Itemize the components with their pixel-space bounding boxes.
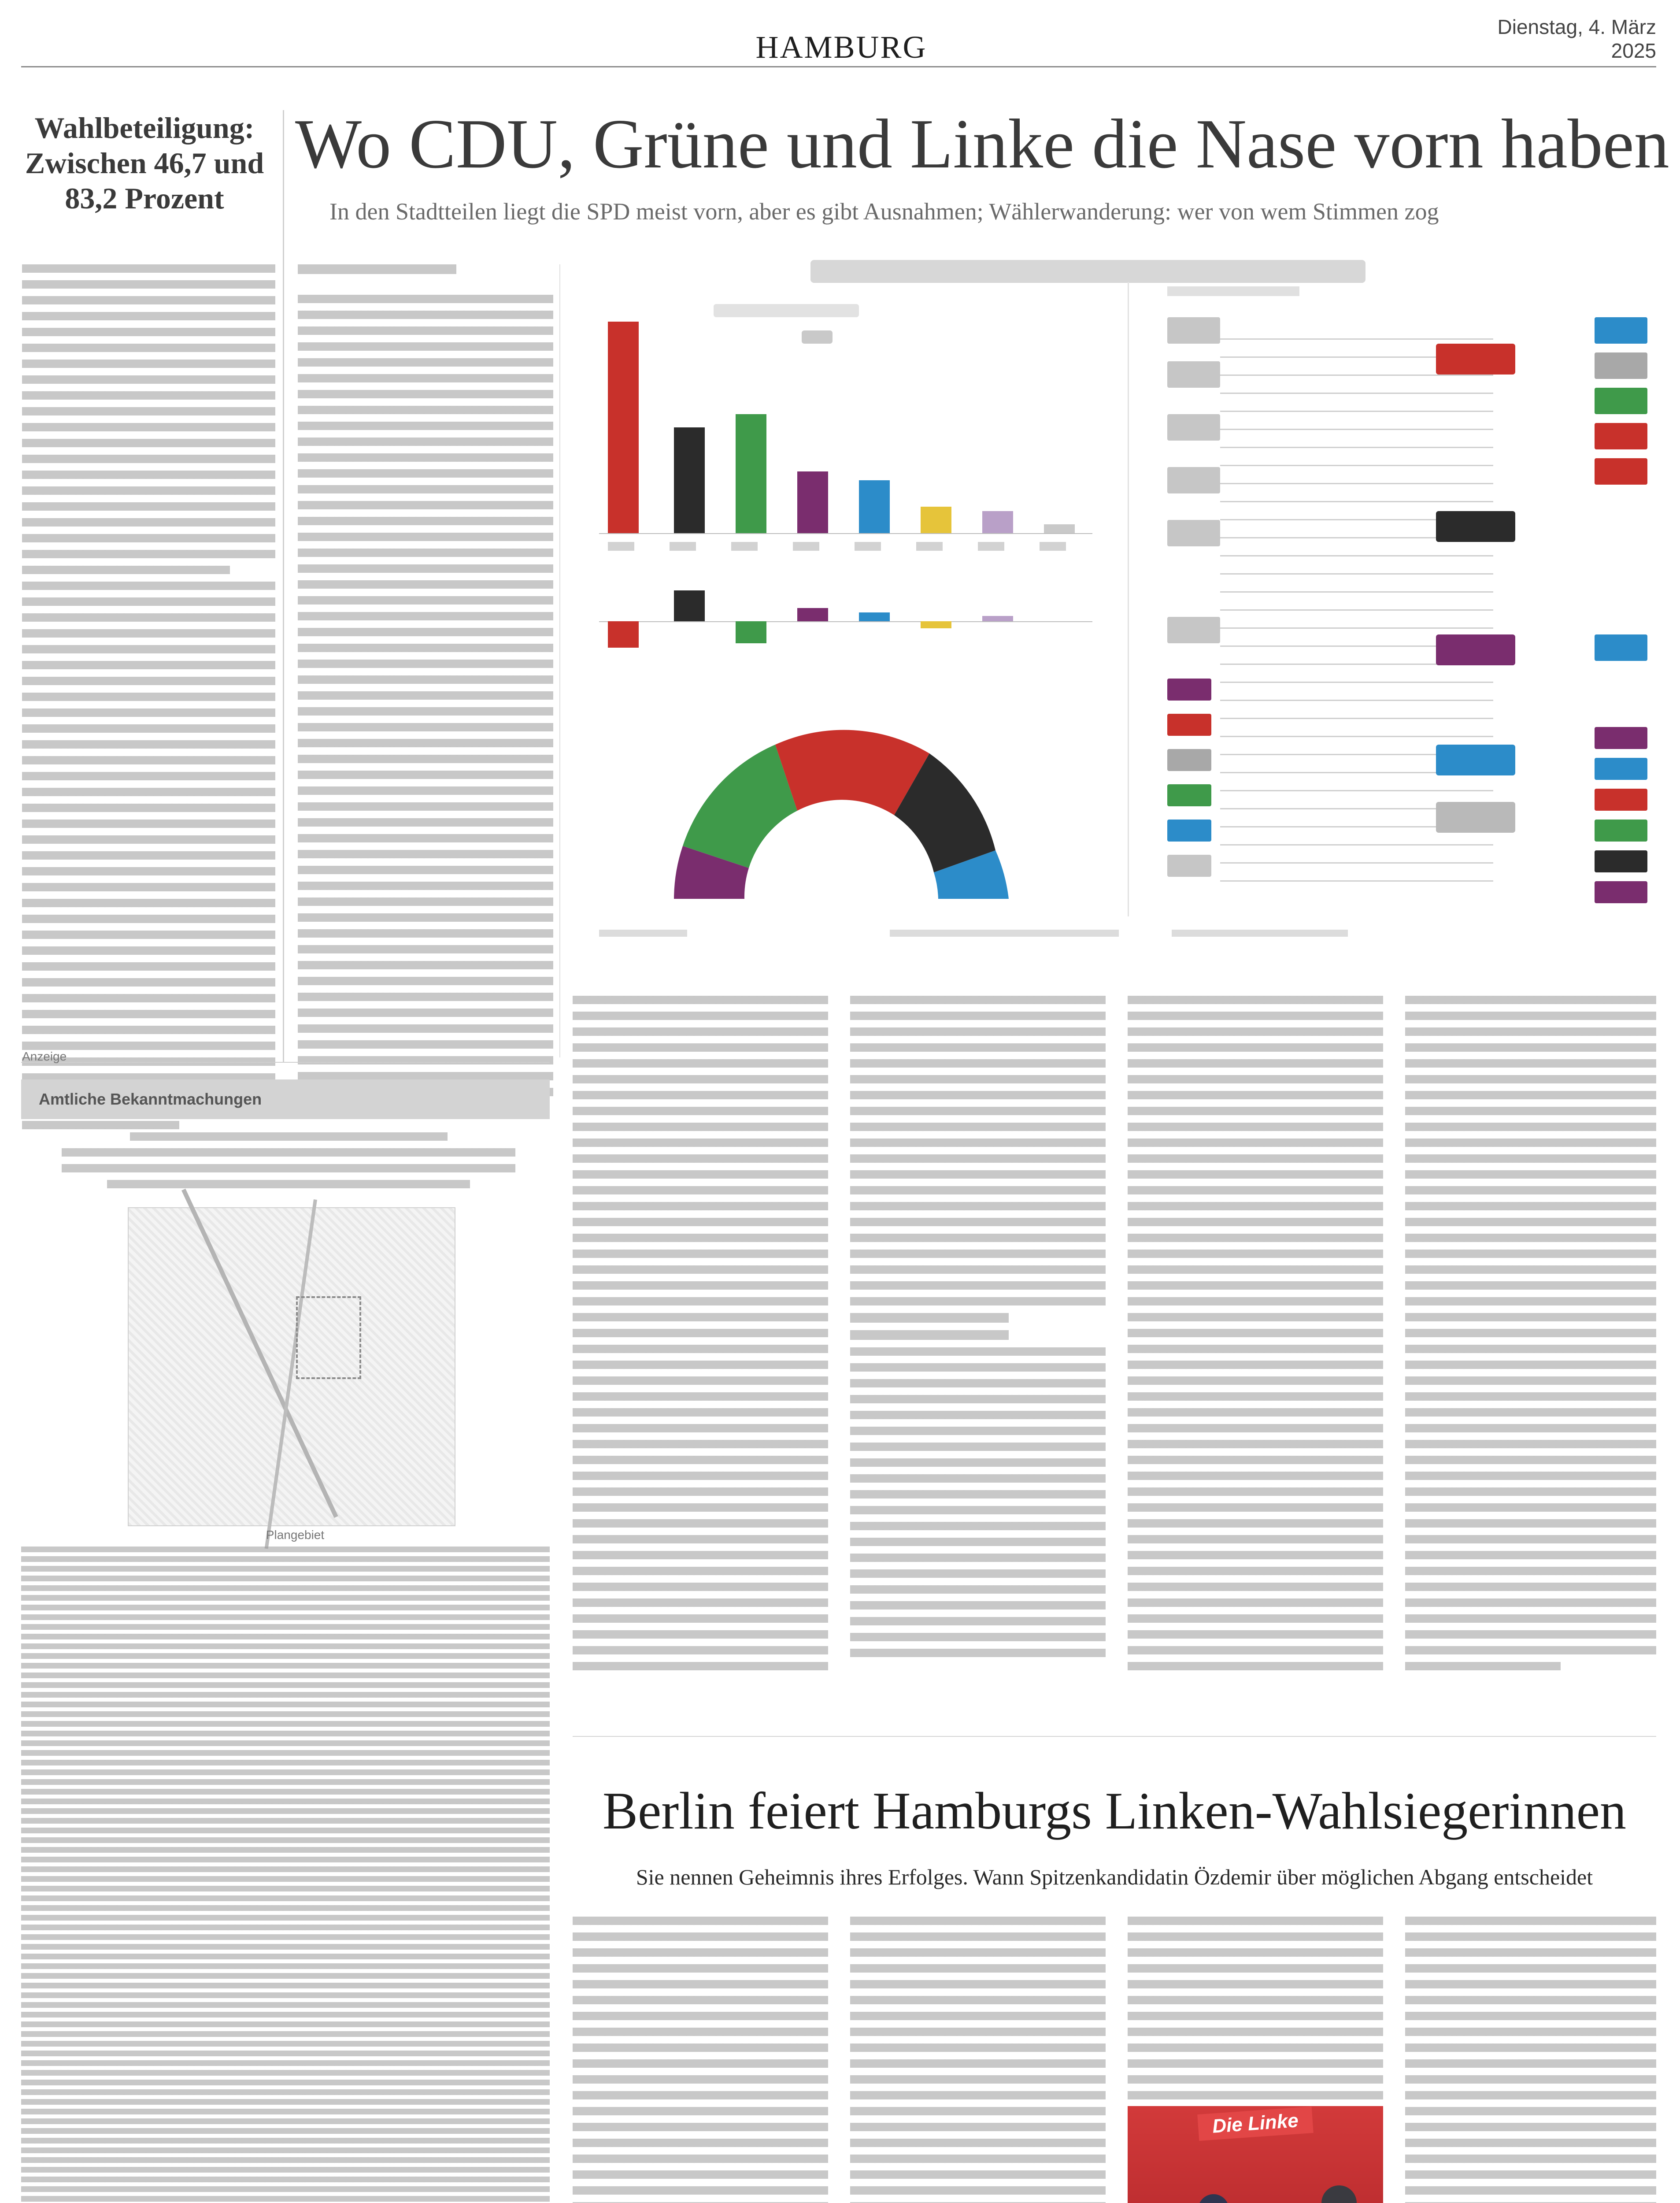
change-volt (982, 616, 1013, 621)
bar-chart-baseline (599, 533, 1092, 534)
section-title: HAMBURG (755, 30, 927, 65)
photo-person-4 (1321, 2185, 1357, 2203)
change-afd (859, 612, 890, 621)
flow-target-1 (1595, 317, 1647, 344)
bar-chart-xlabels (608, 542, 1075, 551)
bar-spd (608, 322, 639, 533)
ad-map-caption: Plangebiet (266, 1528, 325, 1542)
flow-source-7 (1167, 679, 1211, 701)
bar-cdu (674, 427, 705, 533)
graphic-footnote-right (1172, 930, 1348, 937)
flow-source-11 (1167, 820, 1211, 842)
map-plan-area (296, 1296, 361, 1379)
main-article-column-2 (573, 996, 828, 1678)
sidebar-body-text (22, 264, 275, 1137)
flow-target-10 (1595, 820, 1647, 842)
flow-source-5 (1167, 520, 1220, 546)
flow-source-3 (1167, 414, 1220, 441)
ad-notice-heading (62, 1132, 515, 1196)
flow-divider (1128, 282, 1129, 916)
main-article-column-1 (298, 264, 553, 1120)
flow-source-9 (1167, 749, 1211, 771)
ad-bar-title: Amtliche Bekanntmachungen (39, 1090, 262, 1108)
bar-volt (982, 511, 1013, 533)
news-photo (1128, 2106, 1383, 2203)
masthead-rule (21, 66, 1656, 67)
second-article-column-3 (1128, 1917, 1383, 2123)
flow-target-5 (1595, 458, 1647, 485)
change-fdp (921, 621, 951, 628)
graphic-footnote-left (599, 930, 687, 937)
change-gruene (736, 621, 766, 643)
flow-party-cdu (1436, 511, 1515, 542)
bar-chart-legend (714, 304, 859, 317)
change-linke (797, 608, 828, 621)
flow-party-spd (1436, 344, 1515, 375)
flow-target-2 (1595, 352, 1647, 379)
election-infographic (573, 256, 1656, 952)
photo-banner-text: Die Linke (1197, 2107, 1314, 2141)
change-spd (608, 621, 639, 648)
graphic-footnote-mid (890, 930, 1119, 937)
flow-source-8 (1167, 714, 1211, 736)
seats-gruene (683, 745, 797, 868)
bar-chart-badge (802, 330, 833, 344)
main-subheadline: In den Stadtteilen liegt die SPD meist vorn, aber es gibt Ausnahmen; Wählerwanderung: wer von wem Stimmen zog (329, 198, 1439, 225)
flow-source-2 (1167, 361, 1220, 388)
seat-distribution-chart (648, 687, 1035, 916)
sidebar-headline: Wahlbeteiligung: Zwischen 46,7 und 83,2 Prozent (25, 111, 264, 215)
flow-target-11 (1595, 850, 1647, 872)
flow-source-10 (1167, 784, 1211, 806)
photo-person-2 (1198, 2194, 1229, 2203)
change-cdu (674, 590, 705, 621)
main-article-column-5 (1405, 996, 1656, 1678)
main-article-column-3 (850, 996, 1106, 1665)
flow-source-4 (1167, 467, 1220, 493)
second-article-rule (573, 1736, 1656, 1737)
ad-top-rule (21, 1062, 550, 1063)
column-rule-1 (559, 264, 560, 1057)
bar-gruene (736, 414, 766, 533)
sidebar-divider (283, 110, 284, 1062)
flow-target-9 (1595, 789, 1647, 811)
bar-other (1044, 524, 1075, 533)
second-article-column-2 (850, 1917, 1106, 2203)
graphic-title (810, 260, 1365, 283)
flow-header (1167, 286, 1299, 296)
flow-party-linke (1436, 634, 1515, 665)
second-headline: Berlin feiert Hamburgs Linken-Wahlsiegerinnen (602, 1781, 1627, 1840)
ad-fine-print (21, 1547, 550, 2203)
second-article-column-1 (573, 1917, 828, 2203)
results-bar-chart (590, 304, 1110, 577)
change-chart-zero-line (599, 621, 1092, 622)
voter-flow-diagram (1128, 282, 1656, 925)
flow-target-4 (1595, 423, 1647, 449)
bar-afd (859, 480, 890, 533)
second-article-column-4 (1405, 1917, 1656, 2203)
ad-plan-map (128, 1207, 455, 1526)
flow-target-6 (1595, 634, 1647, 661)
flow-source-6 (1167, 617, 1220, 643)
flow-target-12 (1595, 881, 1647, 903)
flow-party-other (1436, 802, 1515, 833)
ad-label: Anzeige (22, 1050, 67, 1063)
flow-party-afd (1436, 745, 1515, 775)
flow-target-3 (1595, 388, 1647, 414)
flow-source-12 (1167, 855, 1211, 877)
issue-date: Dienstag, 4. März 2025 (1497, 15, 1656, 62)
change-bar-chart (590, 582, 1110, 656)
bar-fdp (921, 507, 951, 533)
main-headline: Wo CDU, Grüne und Linke die Nase vorn haben (295, 104, 1669, 183)
main-article-column-4 (1128, 996, 1383, 1678)
second-subheadline: Sie nennen Geheimnis ihres Erfolges. Wann Spitzenkandidatin Özdemir über möglichen Abgang entscheidet (636, 1865, 1593, 1889)
flow-source-1 (1167, 317, 1220, 344)
bar-linke (797, 471, 828, 533)
flow-target-8 (1595, 758, 1647, 780)
ad-bar (21, 1079, 550, 1119)
flow-target-7 (1595, 727, 1647, 749)
